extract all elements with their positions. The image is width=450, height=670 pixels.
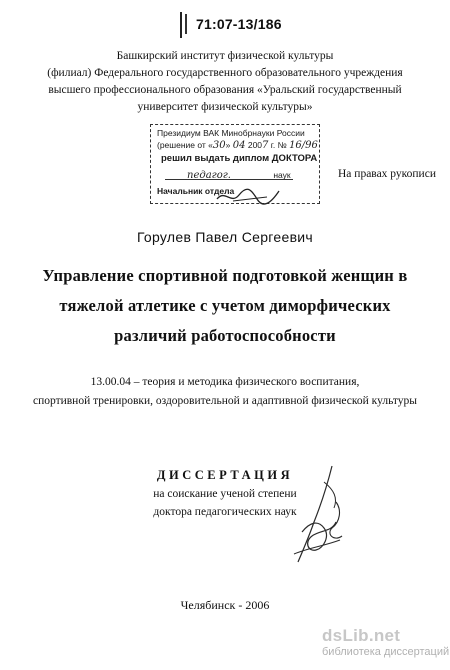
institution-line-3: высшего профессионального образования «Уральский государственный	[48, 84, 402, 96]
specialty-line-2: спортивной тренировки, оздоровительной и адаптивной физической культуры	[32, 395, 418, 407]
stamp-line-1: Президиум ВАК Минобрнауки России	[157, 128, 305, 138]
stamp-decision-day: 30	[212, 140, 226, 151]
stamp-decision-year-prefix: 200	[247, 140, 263, 150]
stamp-underline	[165, 179, 293, 180]
archive-number: 71:07-13/186	[196, 16, 282, 32]
rights-note: На правах рукописи	[338, 168, 436, 180]
author-name: Горулев Павел Сергеевич	[136, 229, 314, 245]
title-line-3: различий работоспособности	[114, 326, 336, 345]
stamp-line-2	[157, 140, 318, 151]
degree-line-2: доктора педагогических наук	[153, 506, 297, 518]
stamp-science-suffix: наук	[273, 170, 291, 180]
document-type: ДИССЕРТАЦИЯ	[156, 468, 294, 482]
specialty-line-1: 13.00.04 – теория и методика физического воспитания,	[90, 376, 360, 388]
watermark-subtitle: библиотека диссертаций	[322, 646, 450, 658]
institution-line-1: Башкирский институт физической культуры	[116, 50, 334, 62]
institution-line-4: университет физической культуры»	[137, 101, 313, 113]
stamp-decision-month: 04	[232, 140, 246, 151]
title-line-1: Управление спортивной подготовкой женщин в	[42, 266, 408, 285]
vak-stamp	[150, 124, 320, 204]
stamp-decision-year: 7	[262, 140, 269, 151]
stamp-science-field: педагог.	[187, 170, 231, 181]
degree-line-1: на соискание ученой степени	[153, 488, 297, 500]
city-year: Челябинск - 2006	[180, 598, 270, 612]
stamp-signature-icon	[213, 185, 283, 207]
stamp-decision-number: 16/96	[289, 140, 318, 151]
stamp-decision-prefix: (решение от «	[157, 140, 213, 150]
stamp-line-5: Начальник отдела	[157, 186, 235, 196]
author-signature-icon	[284, 462, 364, 572]
stamp-decision-mid: »	[225, 140, 231, 150]
watermark-logo: dsLib.net	[322, 626, 401, 645]
stamp-line-3: решил выдать диплом ДОКТОРА	[161, 153, 318, 164]
title-line-2: тяжелой атлетике с учетом диморфических	[59, 296, 391, 315]
institution-line-2: (филиал) Федерального государственного образовательного учреждения	[47, 67, 403, 79]
archive-handwritten-mark	[180, 12, 190, 38]
stamp-decision-mid2: г. №	[270, 140, 287, 150]
